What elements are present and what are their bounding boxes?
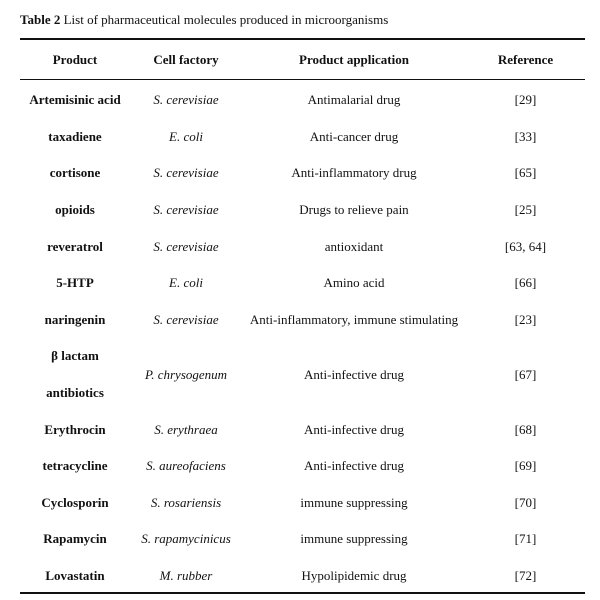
cell-product: tetracycline bbox=[42, 458, 108, 474]
header-product: Product bbox=[52, 52, 98, 67]
cell-reference: [23] bbox=[514, 311, 537, 327]
cell-application: Anti-inflammatory, immune stimulating bbox=[249, 311, 459, 327]
header-reference: Reference bbox=[497, 52, 554, 67]
table-row bbox=[20, 155, 585, 192]
cell-application: Antimalarial drug bbox=[307, 92, 401, 108]
header-product-application: Product application bbox=[299, 52, 409, 67]
cell-cell-factory: S. erythraea bbox=[154, 421, 218, 437]
table-row bbox=[20, 119, 585, 156]
table-caption-text: List of pharmaceutical molecules produced in microorganisms bbox=[63, 12, 389, 27]
cell-reference: [71] bbox=[514, 531, 537, 547]
cell-application: Anti-inflammatory drug bbox=[291, 165, 417, 181]
cell-reference: [70] bbox=[514, 494, 537, 510]
table-row bbox=[20, 192, 585, 229]
header-cell-factory: Cell factory bbox=[153, 52, 219, 67]
cell-application: Hypolipidemic drug bbox=[301, 568, 407, 584]
cell-cell-factory: E. coli bbox=[169, 128, 203, 144]
cell-cell-factory: S. cerevisiae bbox=[153, 238, 219, 254]
cell-product: cortisone bbox=[49, 165, 101, 181]
cell-application: immune suppressing bbox=[300, 494, 408, 510]
cell-reference: [67] bbox=[514, 366, 537, 382]
header-rule bbox=[20, 79, 585, 80]
cell-cell-factory: S. cerevisiae bbox=[153, 202, 219, 218]
cell-reference: [33] bbox=[514, 128, 537, 144]
table-row bbox=[20, 411, 585, 448]
cell-product: Cyclosporin bbox=[41, 494, 109, 510]
cell-reference: [29] bbox=[514, 92, 537, 108]
cell-reference: [72] bbox=[514, 568, 537, 584]
bottom-rule bbox=[20, 592, 585, 594]
cell-product: Rapamycin bbox=[43, 531, 107, 547]
cell-cell-factory: M. rubber bbox=[159, 568, 213, 584]
table-row bbox=[20, 82, 585, 119]
table-row bbox=[20, 485, 585, 522]
cell-reference: [68] bbox=[514, 421, 537, 437]
table-row bbox=[20, 558, 585, 595]
table-row bbox=[20, 448, 585, 485]
table-row bbox=[20, 521, 585, 558]
cell-product: naringenin bbox=[44, 311, 106, 327]
cell-reference: [63, 64] bbox=[504, 238, 547, 254]
cell-product: reveratrol bbox=[47, 238, 103, 254]
cell-product: opioids bbox=[55, 202, 95, 218]
cell-application: antioxidant bbox=[324, 238, 384, 254]
cell-cell-factory: S. cerevisiae bbox=[153, 92, 219, 108]
table-caption bbox=[20, 12, 388, 28]
cell-product: Erythrocin bbox=[44, 421, 106, 437]
cell-application: Amino acid bbox=[323, 275, 385, 291]
cell-product-line-2: antibiotics bbox=[46, 385, 104, 401]
cell-application: immune suppressing bbox=[300, 531, 408, 547]
cell-product bbox=[20, 338, 130, 411]
cell-cell-factory: E. coli bbox=[169, 275, 203, 291]
cell-product: Lovastatin bbox=[45, 568, 105, 584]
cell-product: taxadiene bbox=[48, 128, 102, 144]
table-row bbox=[20, 228, 585, 265]
cell-cell-factory: S. cerevisiae bbox=[153, 165, 219, 181]
cell-cell-factory: S. aureofaciens bbox=[146, 458, 226, 474]
table-label: Table 2 bbox=[20, 12, 61, 27]
cell-application: Drugs to relieve pain bbox=[299, 202, 409, 218]
table-header bbox=[20, 41, 585, 79]
cell-cell-factory: S. rosariensis bbox=[150, 494, 222, 510]
cell-product: 5-HTP bbox=[56, 275, 94, 291]
cell-reference: [69] bbox=[514, 458, 537, 474]
table-body bbox=[20, 82, 585, 594]
table-row bbox=[20, 265, 585, 302]
cell-cell-factory: S. cerevisiae bbox=[153, 311, 219, 327]
cell-reference: [66] bbox=[514, 275, 537, 291]
cell-cell-factory: P. chrysogenum bbox=[144, 366, 228, 382]
cell-application: Anti-cancer drug bbox=[309, 128, 399, 144]
cell-cell-factory: S. rapamycinicus bbox=[141, 531, 231, 547]
cell-reference: [25] bbox=[514, 202, 537, 218]
cell-application: Anti-infective drug bbox=[304, 366, 404, 382]
table-row bbox=[20, 302, 585, 339]
table-row bbox=[20, 338, 585, 411]
cell-application: Anti-infective drug bbox=[304, 458, 404, 474]
cell-application: Anti-infective drug bbox=[304, 421, 404, 437]
cell-reference: [65] bbox=[514, 165, 537, 181]
top-rule bbox=[20, 38, 585, 40]
cell-product: Artemisinic acid bbox=[29, 92, 121, 108]
header-row bbox=[20, 41, 585, 79]
cell-product-line-1: β lactam bbox=[51, 348, 99, 364]
